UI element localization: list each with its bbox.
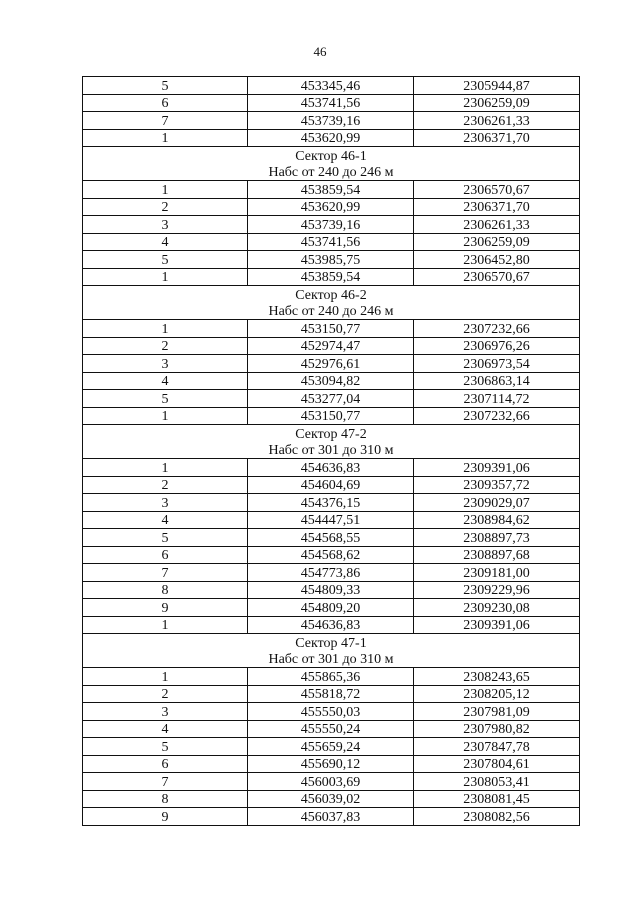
sector-height-row	[83, 303, 580, 320]
sector-height-range: Набс от 240 до 246 м	[83, 303, 580, 320]
sector-header-row	[83, 147, 580, 164]
x-coordinate-cell: 456039,02	[248, 790, 414, 808]
y-coordinate-cell: 2307114,72	[414, 390, 580, 408]
y-coordinate-cell: 2306976,26	[414, 337, 580, 355]
point-number-cell: 5	[83, 738, 248, 756]
sector-height-row	[83, 164, 580, 181]
table-row	[83, 668, 580, 686]
y-coordinate-cell: 2309181,00	[414, 564, 580, 582]
y-coordinate-cell: 2306452,80	[414, 251, 580, 269]
sector-height-range: Набс от 301 до 310 м	[83, 651, 580, 668]
table-row	[83, 407, 580, 425]
y-coordinate-cell: 2307232,66	[414, 320, 580, 338]
y-coordinate-cell: 2309391,06	[414, 616, 580, 634]
sector-height-range: Набс от 240 до 246 м	[83, 164, 580, 181]
table-row	[83, 320, 580, 338]
y-coordinate-cell: 2306973,54	[414, 355, 580, 373]
point-number-cell: 3	[83, 703, 248, 721]
x-coordinate-cell: 454809,20	[248, 599, 414, 617]
table-row	[83, 773, 580, 791]
table-row	[83, 129, 580, 147]
point-number-cell: 7	[83, 564, 248, 582]
x-coordinate-cell: 454447,51	[248, 511, 414, 529]
y-coordinate-cell: 2306261,33	[414, 112, 580, 130]
x-coordinate-cell: 453150,77	[248, 407, 414, 425]
table-row	[83, 511, 580, 529]
x-coordinate-cell: 455690,12	[248, 755, 414, 773]
point-number-cell: 3	[83, 355, 248, 373]
table-row	[83, 720, 580, 738]
point-number-cell: 2	[83, 476, 248, 494]
table-row	[83, 77, 580, 95]
table-row	[83, 355, 580, 373]
sector-header-row	[83, 286, 580, 303]
point-number-cell: 5	[83, 251, 248, 269]
y-coordinate-cell: 2307804,61	[414, 755, 580, 773]
point-number-cell: 9	[83, 599, 248, 617]
table-row	[83, 808, 580, 826]
table-row	[83, 198, 580, 216]
table-row	[83, 216, 580, 234]
point-number-cell: 5	[83, 77, 248, 95]
sector-title: Сектор 47-1	[83, 634, 580, 651]
point-number-cell: 6	[83, 546, 248, 564]
point-number-cell: 1	[83, 459, 248, 477]
y-coordinate-cell: 2306371,70	[414, 198, 580, 216]
table-row	[83, 546, 580, 564]
table-row	[83, 755, 580, 773]
x-coordinate-cell: 453741,56	[248, 233, 414, 251]
point-number-cell: 8	[83, 581, 248, 599]
sector-title: Сектор 46-1	[83, 147, 580, 164]
sector-title: Сектор 47-2	[83, 425, 580, 442]
x-coordinate-cell: 456037,83	[248, 808, 414, 826]
point-number-cell: 4	[83, 720, 248, 738]
x-coordinate-cell: 453094,82	[248, 372, 414, 390]
y-coordinate-cell: 2308081,45	[414, 790, 580, 808]
y-coordinate-cell: 2309357,72	[414, 476, 580, 494]
table-row	[83, 268, 580, 286]
x-coordinate-cell: 455865,36	[248, 668, 414, 686]
table-row	[83, 703, 580, 721]
table-row	[83, 616, 580, 634]
table-row	[83, 581, 580, 599]
y-coordinate-cell: 2306259,09	[414, 94, 580, 112]
x-coordinate-cell: 453150,77	[248, 320, 414, 338]
point-number-cell: 1	[83, 181, 248, 199]
coordinates-table	[82, 76, 580, 826]
x-coordinate-cell: 452976,61	[248, 355, 414, 373]
y-coordinate-cell: 2309230,08	[414, 599, 580, 617]
y-coordinate-cell: 2305944,87	[414, 77, 580, 95]
table-row	[83, 459, 580, 477]
y-coordinate-cell: 2308897,68	[414, 546, 580, 564]
y-coordinate-cell: 2309229,96	[414, 581, 580, 599]
point-number-cell: 7	[83, 773, 248, 791]
table-row	[83, 476, 580, 494]
x-coordinate-cell: 455550,03	[248, 703, 414, 721]
y-coordinate-cell: 2308053,41	[414, 773, 580, 791]
x-coordinate-cell: 454568,55	[248, 529, 414, 547]
point-number-cell: 9	[83, 808, 248, 826]
y-coordinate-cell: 2308243,65	[414, 668, 580, 686]
y-coordinate-cell: 2308082,56	[414, 808, 580, 826]
point-number-cell: 5	[83, 529, 248, 547]
x-coordinate-cell: 453739,16	[248, 112, 414, 130]
table-row	[83, 112, 580, 130]
x-coordinate-cell: 453345,46	[248, 77, 414, 95]
table-row	[83, 494, 580, 512]
x-coordinate-cell: 453859,54	[248, 268, 414, 286]
y-coordinate-cell: 2306259,09	[414, 233, 580, 251]
point-number-cell: 4	[83, 233, 248, 251]
x-coordinate-cell: 453620,99	[248, 198, 414, 216]
table-row	[83, 372, 580, 390]
page-number: 46	[313, 44, 327, 59]
point-number-cell: 1	[83, 407, 248, 425]
sector-height-row	[83, 651, 580, 668]
x-coordinate-cell: 454636,83	[248, 459, 414, 477]
point-number-cell: 4	[83, 372, 248, 390]
sector-title: Сектор 46-2	[83, 286, 580, 303]
sector-height-row	[83, 442, 580, 459]
point-number-cell: 1	[83, 129, 248, 147]
point-number-cell: 8	[83, 790, 248, 808]
x-coordinate-cell: 453859,54	[248, 181, 414, 199]
x-coordinate-cell: 452974,47	[248, 337, 414, 355]
table-row	[83, 337, 580, 355]
x-coordinate-cell: 453620,99	[248, 129, 414, 147]
y-coordinate-cell: 2308897,73	[414, 529, 580, 547]
sector-header-row	[83, 425, 580, 442]
y-coordinate-cell: 2307847,78	[414, 738, 580, 756]
point-number-cell: 2	[83, 685, 248, 703]
x-coordinate-cell: 456003,69	[248, 773, 414, 791]
x-coordinate-cell: 453277,04	[248, 390, 414, 408]
table-row	[83, 685, 580, 703]
x-coordinate-cell: 453739,16	[248, 216, 414, 234]
point-number-cell: 1	[83, 320, 248, 338]
table-row	[83, 564, 580, 582]
point-number-cell: 4	[83, 511, 248, 529]
point-number-cell: 6	[83, 755, 248, 773]
x-coordinate-cell: 455818,72	[248, 685, 414, 703]
table-row	[83, 94, 580, 112]
table-row	[83, 390, 580, 408]
table-row	[83, 599, 580, 617]
point-number-cell: 3	[83, 494, 248, 512]
x-coordinate-cell: 455659,24	[248, 738, 414, 756]
x-coordinate-cell: 455550,24	[248, 720, 414, 738]
x-coordinate-cell: 453985,75	[248, 251, 414, 269]
x-coordinate-cell: 454636,83	[248, 616, 414, 634]
y-coordinate-cell: 2306863,14	[414, 372, 580, 390]
sector-header-row	[83, 634, 580, 651]
y-coordinate-cell: 2307232,66	[414, 407, 580, 425]
point-number-cell: 2	[83, 198, 248, 216]
point-number-cell: 3	[83, 216, 248, 234]
point-number-cell: 2	[83, 337, 248, 355]
x-coordinate-cell: 454604,69	[248, 476, 414, 494]
point-number-cell: 7	[83, 112, 248, 130]
table-row	[83, 529, 580, 547]
x-coordinate-cell: 454809,33	[248, 581, 414, 599]
table-row	[83, 738, 580, 756]
y-coordinate-cell: 2306261,33	[414, 216, 580, 234]
table-row	[83, 233, 580, 251]
sector-height-range: Набс от 301 до 310 м	[83, 442, 580, 459]
y-coordinate-cell: 2307981,09	[414, 703, 580, 721]
table-row	[83, 251, 580, 269]
x-coordinate-cell: 454773,86	[248, 564, 414, 582]
y-coordinate-cell: 2309391,06	[414, 459, 580, 477]
y-coordinate-cell: 2306570,67	[414, 268, 580, 286]
point-number-cell: 1	[83, 616, 248, 634]
y-coordinate-cell: 2308205,12	[414, 685, 580, 703]
table-row	[83, 181, 580, 199]
y-coordinate-cell: 2306570,67	[414, 181, 580, 199]
point-number-cell: 5	[83, 390, 248, 408]
y-coordinate-cell: 2308984,62	[414, 511, 580, 529]
y-coordinate-cell: 2306371,70	[414, 129, 580, 147]
table-row	[83, 790, 580, 808]
x-coordinate-cell: 454376,15	[248, 494, 414, 512]
point-number-cell: 1	[83, 668, 248, 686]
y-coordinate-cell: 2307980,82	[414, 720, 580, 738]
point-number-cell: 6	[83, 94, 248, 112]
x-coordinate-cell: 454568,62	[248, 546, 414, 564]
coordinates-table-body	[83, 77, 580, 826]
point-number-cell: 1	[83, 268, 248, 286]
y-coordinate-cell: 2309029,07	[414, 494, 580, 512]
x-coordinate-cell: 453741,56	[248, 94, 414, 112]
